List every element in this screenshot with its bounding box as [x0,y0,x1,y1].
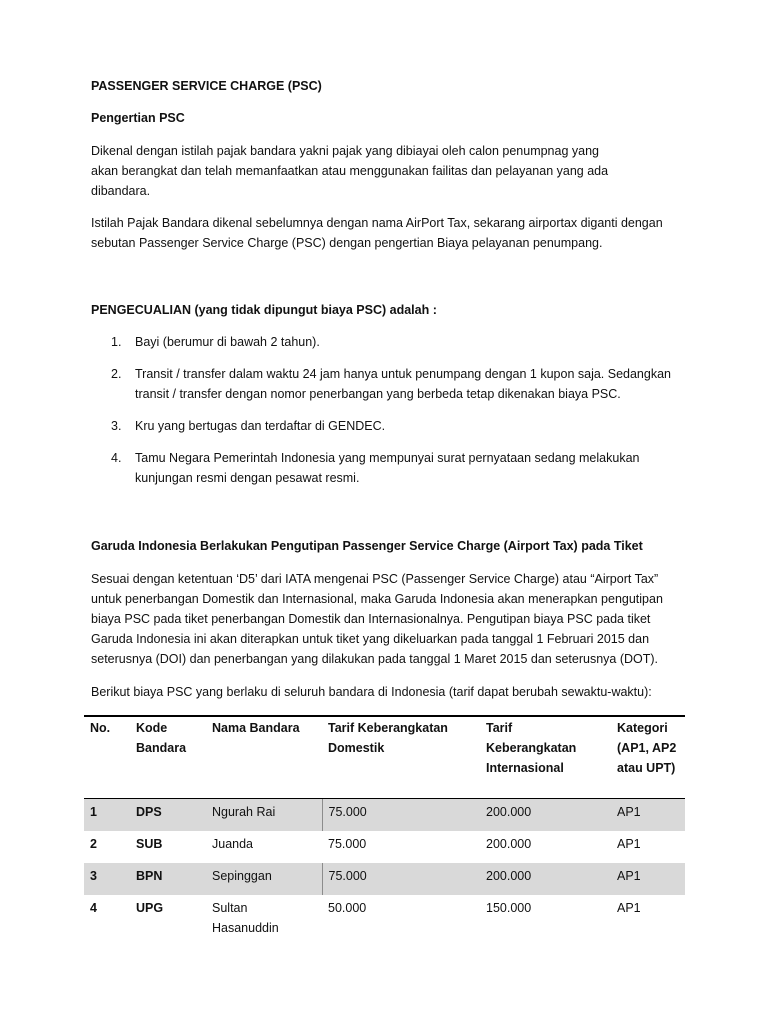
text-line: Bayi (berumur di bawah 2 tahun). [135,335,320,349]
paragraph-fees-intro: Berikut biaya PSC yang berlaku di seluruh bandara di Indonesia (tarif dapat berubah sewaktu-waktu): [91,685,652,699]
text-line: Sesuai dengan ketentuan ‘D5’ dari IATA mengenai PSC (Passenger Service Charge) atau “Airport Tax” [91,572,659,586]
list-item [91,332,691,352]
header-no: No. [84,716,130,799]
paragraph-airport-tax [91,213,691,253]
table-row [84,799,685,832]
paragraph-definition [91,141,691,201]
cell-kode: BPN [130,863,206,895]
exceptions-list [91,332,691,500]
cell-kategori: AP1 [617,837,641,851]
text-line: sebutan Passenger Service Charge (PSC) dengan pengertian Biaya pelayanan penumpang. [91,236,603,250]
cell-kode: UPG [136,901,164,915]
cell-kode: DPS [130,799,206,832]
cell-tarif-domestik: 75.000 [328,837,367,851]
cell-nama: Juanda [212,837,254,851]
cell-tarif-internasional: 200.000 [480,863,611,895]
list-number: 1. [111,335,122,349]
text-line: Tamu Negara Pemerintah Indonesia yang mempunyai surat pernyataan sedang melakukan [135,451,640,465]
table-row [84,831,685,863]
cell-no: 1 [84,799,130,832]
header-kode-bandara: Kode Bandara [130,716,206,799]
list-item [91,448,691,488]
text-line: Transit / transfer dalam waktu 24 jam hanya untuk penumpang dengan 1 kupon saja. Sedangkan [135,367,671,381]
header-nama-bandara: Nama Bandara [206,716,322,799]
header-kategori: Kategori (AP1, AP2 atau UPT) [611,716,685,799]
cell-tarif-internasional: 150.000 [486,901,532,915]
cell-nama: Ngurah Rai [206,799,322,832]
cell-no: 4 [90,901,97,915]
psc-fee-table [84,715,685,947]
header-tarif-internasional: Tarif Keberangkatan Internasional [480,716,611,799]
list-number: 2. [111,367,122,381]
cell-no: 2 [90,837,97,851]
cell-kategori: AP1 [611,863,685,895]
list-item [91,416,691,436]
cell-nama: Sultan Hasanuddin [212,901,279,935]
text-line: seterusnya (DOI) dan penerbangan yang dilakukan pada tanggal 1 Maret 2015 dan seterusnya (DOT). [91,652,659,666]
cell-no: 3 [84,863,130,895]
cell-kategori: AP1 [617,901,641,915]
text-line: Istilah Pajak Bandara dikenal sebelumnya dengan nama AirPort Tax, sekarang airportax diganti dengan [91,216,663,230]
text-line: dibandara. [91,184,151,198]
text-line: untuk penerbangan Domestik dan Internasional, maka Garuda Indonesia akan menerapkan pengutipan [91,592,663,606]
text-line: biaya PSC pada tiket penerbangan Domestik dan Internasionalnya. Pengutipan biaya PSC pada tiket [91,612,651,626]
cell-kategori: AP1 [611,799,685,832]
section-heading-garuda: Garuda Indonesia Berlakukan Pengutipan Passenger Service Charge (Airport Tax) pada Tiket [91,539,643,553]
cell-tarif-internasional: 200.000 [486,837,532,851]
page-title: PASSENGER SERVICE CHARGE (PSC) [91,79,322,93]
cell-tarif-domestik: 75.000 [322,863,480,895]
list-number: 3. [111,419,122,433]
table-row [84,895,685,947]
cell-tarif-internasional: 200.000 [480,799,611,832]
text-line: akan berangkat dan telah memanfaatkan atau menggunakan failitas dan pelayanan yang ada [91,164,609,178]
section-heading-exceptions: PENGECUALIAN (yang tidak dipungut biaya PSC) adalah : [91,303,437,317]
list-number: 4. [111,451,122,465]
header-tarif-domestik: Tarif Keberangkatan Domestik [322,716,480,799]
paragraph-garuda [91,569,691,669]
text-line: transit / transfer dengan nomor penerbangan yang berbeda tetap dikenakan biaya PSC. [135,387,621,401]
text-line: Kru yang bertugas dan terdaftar di GENDEC. [135,419,386,433]
table-row [84,863,685,895]
cell-tarif-domestik: 75.000 [322,799,480,832]
list-item [91,364,691,404]
table-header-row [84,716,685,799]
text-line: Dikenal dengan istilah pajak bandara yakni pajak yang dibiayai oleh calon penumpnag yang [91,144,599,158]
cell-nama: Sepinggan [206,863,322,895]
text-line: kunjungan resmi dengan pesawat resmi. [135,471,360,485]
text-line: Garuda Indonesia ini akan diterapkan untuk tiket yang dikeluarkan pada tanggal 1 Februari 2015 dan [91,632,650,646]
cell-tarif-domestik: 50.000 [328,901,367,915]
cell-kode: SUB [136,837,163,851]
section-heading-pengertian: Pengertian PSC [91,111,185,125]
